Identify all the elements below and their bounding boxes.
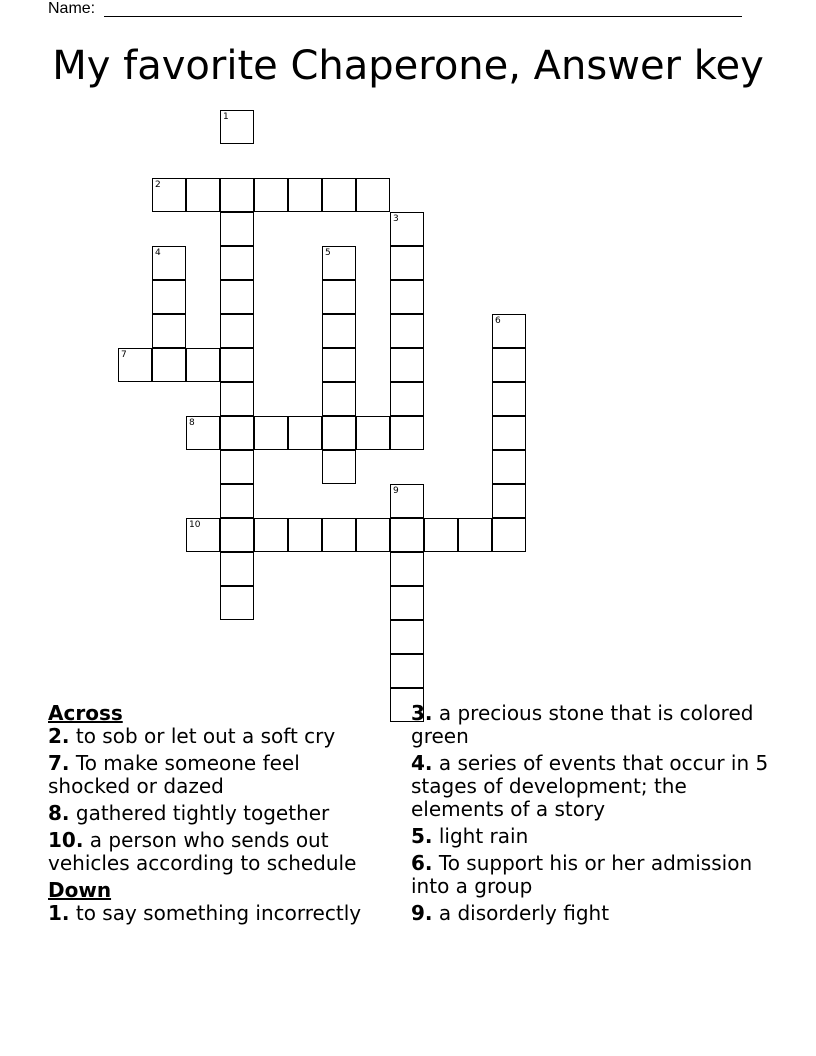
crossword-cell[interactable] <box>390 212 424 246</box>
clue-item-text: to say something incorrectly <box>75 901 362 925</box>
clue-number: 1 <box>223 112 229 122</box>
clue-item-number: 8. <box>48 801 70 825</box>
crossword-cell[interactable] <box>390 620 424 654</box>
clue-item-number: 3. <box>411 701 433 725</box>
clue-item-number: 1. <box>48 901 70 925</box>
clue-item-text: to sob or let out a soft cry <box>75 724 336 748</box>
crossword-cell[interactable] <box>322 280 356 314</box>
crossword-cell[interactable] <box>390 246 424 280</box>
crossword-cell[interactable] <box>220 110 254 144</box>
clues-left-column <box>48 702 388 929</box>
crossword-cell[interactable] <box>322 416 356 450</box>
clue-number: 7 <box>121 350 127 360</box>
crossword-cell[interactable] <box>492 450 526 484</box>
clue-number: 4 <box>155 248 161 258</box>
crossword-cell[interactable] <box>152 246 186 280</box>
clue-item-text: To make someone feel shocked or dazed <box>48 751 300 798</box>
clue-item <box>48 802 388 825</box>
clue-item-number: 6. <box>411 851 433 875</box>
crossword-cell[interactable] <box>356 518 390 552</box>
crossword-cell[interactable] <box>322 382 356 416</box>
clue-item <box>48 829 388 875</box>
across-heading: Across <box>48 701 123 725</box>
crossword-cell[interactable] <box>220 314 254 348</box>
clue-number: 2 <box>155 180 161 190</box>
crossword-cell[interactable] <box>322 348 356 382</box>
clue-item-number: 9. <box>411 901 433 925</box>
crossword-cell[interactable] <box>220 246 254 280</box>
crossword-cell[interactable] <box>492 518 526 552</box>
crossword-cell[interactable] <box>390 280 424 314</box>
crossword-cell[interactable] <box>220 280 254 314</box>
crossword-cell[interactable] <box>220 382 254 416</box>
clue-item-text: To support his or her admission into a group <box>411 851 753 898</box>
crossword-cell[interactable] <box>492 484 526 518</box>
crossword-cell[interactable] <box>322 314 356 348</box>
crossword-cell[interactable] <box>492 314 526 348</box>
crossword-cell[interactable] <box>322 450 356 484</box>
crossword-cell[interactable] <box>390 518 424 552</box>
clues-right-column <box>411 702 771 929</box>
crossword-cell[interactable] <box>118 348 152 382</box>
crossword-cell[interactable] <box>220 484 254 518</box>
crossword-cell[interactable] <box>254 178 288 212</box>
clue-item <box>48 902 388 925</box>
crossword-cell[interactable] <box>356 178 390 212</box>
crossword-cell[interactable] <box>390 348 424 382</box>
crossword-cell[interactable] <box>390 654 424 688</box>
crossword-cell[interactable] <box>152 348 186 382</box>
clue-number: 6 <box>495 316 501 326</box>
crossword-cell[interactable] <box>220 450 254 484</box>
clue-item-text: gathered tightly together <box>75 801 330 825</box>
crossword-cell[interactable] <box>356 416 390 450</box>
clue-item <box>411 752 771 821</box>
crossword-cell[interactable] <box>220 552 254 586</box>
crossword-cell[interactable] <box>186 178 220 212</box>
crossword-cell[interactable] <box>288 178 322 212</box>
clue-item-number: 4. <box>411 751 433 775</box>
clue-item <box>411 852 771 898</box>
crossword-cell[interactable] <box>186 518 220 552</box>
down-heading: Down <box>48 878 112 902</box>
crossword-cell[interactable] <box>390 382 424 416</box>
crossword-cell[interactable] <box>492 382 526 416</box>
clue-item <box>48 752 388 798</box>
crossword-cell[interactable] <box>220 212 254 246</box>
crossword-cell[interactable] <box>492 416 526 450</box>
crossword-cell[interactable] <box>220 416 254 450</box>
crossword-cell[interactable] <box>458 518 492 552</box>
crossword-cell[interactable] <box>492 348 526 382</box>
crossword-cell[interactable] <box>288 416 322 450</box>
down-clue-list-right <box>411 702 771 925</box>
clue-item-text: a disorderly fight <box>438 901 610 925</box>
clue-number: 9 <box>393 486 399 496</box>
clue-number: 10 <box>189 520 201 530</box>
crossword-cell[interactable] <box>322 246 356 280</box>
crossword-cell[interactable] <box>254 416 288 450</box>
crossword-cell[interactable] <box>220 348 254 382</box>
clue-item <box>411 902 771 925</box>
clue-item-number: 2. <box>48 724 70 748</box>
crossword-cell[interactable] <box>288 518 322 552</box>
crossword-cell[interactable] <box>220 178 254 212</box>
clue-item-number: 7. <box>48 751 70 775</box>
clue-item <box>411 825 771 848</box>
clue-item-text: a precious stone that is colored green <box>411 701 754 748</box>
clue-number: 3 <box>393 214 399 224</box>
name-label: Name: <box>48 0 96 17</box>
crossword-cell[interactable] <box>390 416 424 450</box>
across-clue-list <box>48 725 388 875</box>
page-title: My favorite Chaperone, Answer key <box>52 43 764 89</box>
crossword-cell[interactable] <box>186 416 220 450</box>
crossword-cell[interactable] <box>390 314 424 348</box>
crossword-cell[interactable] <box>220 518 254 552</box>
crossword-cell[interactable] <box>390 586 424 620</box>
clue-item-text: a series of events that occur in 5 stages of development; the elements of a story <box>411 751 769 821</box>
crossword-cell[interactable] <box>220 586 254 620</box>
crossword-cell[interactable] <box>424 518 458 552</box>
crossword-cell[interactable] <box>254 518 288 552</box>
down-clue-list-left <box>48 902 388 925</box>
clue-item <box>411 702 771 748</box>
clue-number: 5 <box>325 248 331 258</box>
crossword-cell[interactable] <box>390 552 424 586</box>
crossword-cell[interactable] <box>186 348 220 382</box>
clue-item-text: a person who sends out vehicles according to schedule <box>48 828 357 875</box>
crossword-cell[interactable] <box>322 518 356 552</box>
crossword-cell[interactable] <box>152 314 186 348</box>
crossword-cell[interactable] <box>152 280 186 314</box>
crossword-cell[interactable] <box>390 484 424 518</box>
clue-item-text: light rain <box>438 824 529 848</box>
clue-item <box>48 725 388 748</box>
clue-item-number: 5. <box>411 824 433 848</box>
clue-item-number: 10. <box>48 828 84 852</box>
crossword-cell[interactable] <box>322 178 356 212</box>
crossword-cell[interactable] <box>152 178 186 212</box>
clue-number: 8 <box>189 418 195 428</box>
